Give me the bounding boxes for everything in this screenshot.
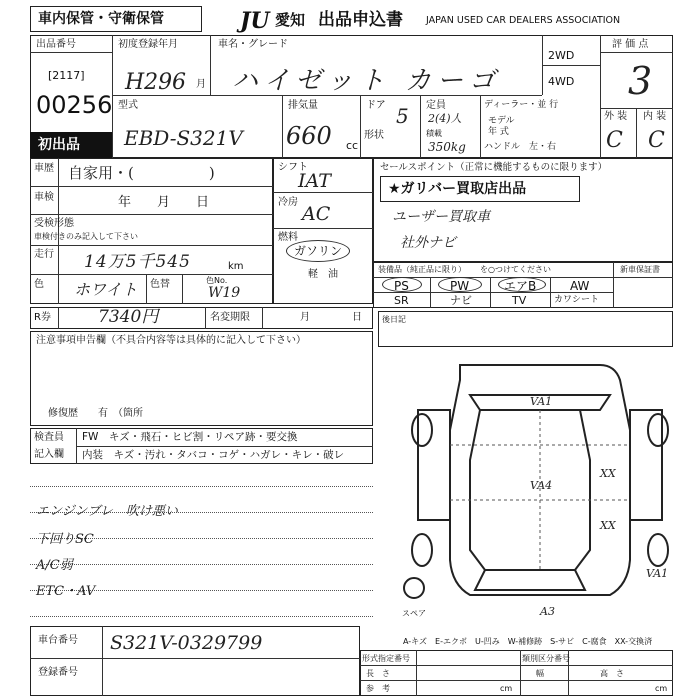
load-label: 積載 bbox=[426, 129, 442, 138]
selling-banner: ★ガリバー買取店出品 bbox=[388, 181, 527, 197]
damage-va1-side: VA1 bbox=[646, 567, 669, 580]
equip-ps: PS bbox=[394, 279, 409, 293]
spare-label: スペア bbox=[402, 609, 426, 618]
displacement-label: 排気量 bbox=[288, 100, 318, 111]
circle-ps bbox=[382, 277, 422, 292]
first-reg-label: 初度登録年月 bbox=[118, 39, 178, 50]
notes-label: 注意事項申告欄（不具合内容等は具体的に記入して下さい） bbox=[36, 335, 306, 346]
load-value: 350kg bbox=[428, 140, 466, 154]
association-name: JAPAN USED CAR DEALERS ASSOCIATION bbox=[426, 15, 621, 26]
color-no-label: 色No. bbox=[206, 276, 228, 285]
memo-line-1: エンジンブレ 吹け悪い bbox=[36, 504, 178, 519]
damage-xx-2: XX bbox=[600, 519, 616, 532]
mileage-label: 走行 bbox=[34, 249, 54, 260]
height-label: 高 さ bbox=[600, 669, 624, 678]
capacity-label: 定員 bbox=[426, 100, 446, 111]
first-reg-unit: 月 bbox=[196, 79, 206, 90]
aichi-label: 愛知 bbox=[275, 11, 306, 29]
reg-no-label: 登録番号 bbox=[38, 667, 78, 678]
equip-navi: ナビ bbox=[450, 294, 472, 307]
cm-unit-2: cm bbox=[655, 684, 668, 693]
first-reg-month: 6 bbox=[172, 70, 186, 95]
name-change-day: 日 bbox=[352, 312, 362, 323]
color-change-label: 色替 bbox=[150, 279, 170, 290]
color-label: 色 bbox=[34, 279, 44, 290]
model-year-label: モデル bbox=[488, 116, 515, 126]
doors-value: 5 bbox=[396, 104, 409, 128]
car-name: ハイゼット カーゴ bbox=[232, 66, 501, 96]
memo-line-3: A/C弱 bbox=[36, 558, 73, 573]
rating-value: 3 bbox=[628, 59, 653, 103]
equip-seat: カワシート bbox=[554, 295, 600, 305]
four-wd-label: 4WD bbox=[548, 75, 575, 88]
form-title: 出品申込書 bbox=[318, 10, 403, 30]
lot-no-label: 出品番号 bbox=[36, 39, 76, 50]
equip-tv: TV bbox=[512, 294, 527, 307]
capacity-value: 2(4)人 bbox=[428, 112, 462, 125]
two-wd-label: 2WD bbox=[548, 49, 575, 62]
wheel-front-right bbox=[648, 414, 668, 446]
color-no-value: W19 bbox=[208, 285, 241, 301]
chassis-no-value: S321V-0329799 bbox=[110, 632, 263, 654]
mileage-value: 14万5千545 bbox=[84, 252, 191, 272]
class-no-label: 類別区分番号 bbox=[522, 654, 570, 663]
light-oil-label: 軽 油 bbox=[308, 269, 338, 280]
equip-sr: SR bbox=[394, 294, 409, 307]
km-unit: km bbox=[228, 261, 244, 272]
equip-pw: PW bbox=[450, 279, 470, 293]
first-listing-badge: 初出品 bbox=[30, 132, 112, 158]
equipment-hint: を○つけてください bbox=[480, 265, 551, 274]
model-year-label-2: 年 式 bbox=[488, 127, 509, 137]
form-reg-label: 形式指定番号 bbox=[362, 654, 410, 663]
shape-label: 形状 bbox=[364, 130, 384, 141]
interior-label: 内 装 bbox=[643, 111, 667, 122]
width-label: 幅 bbox=[536, 669, 544, 678]
inspector-label: 検査員 bbox=[34, 432, 64, 443]
cc-unit: cc bbox=[346, 139, 359, 152]
r-ticket-value: 7340円 bbox=[98, 307, 159, 327]
dealer-label: ディーラー・並 行 bbox=[484, 100, 559, 110]
r-ticket-label: R券 bbox=[34, 312, 51, 323]
cooling-label: 冷房 bbox=[278, 197, 298, 208]
vehicle-type-value: 自家用・( ) bbox=[68, 164, 215, 182]
chassis-no-label: 車台番号 bbox=[38, 635, 78, 646]
vehicle-type-label: 車歴 bbox=[34, 163, 54, 174]
spare-tire bbox=[404, 578, 424, 598]
ref-label: 参 考 bbox=[366, 684, 390, 693]
damage-va4: VA4 bbox=[530, 479, 553, 492]
wheel-front-left bbox=[412, 414, 432, 446]
entry-label: 記入欄 bbox=[34, 449, 64, 460]
storage-tag: 車内保管・守衛保管 bbox=[38, 11, 164, 27]
damage-legend: A-キズ E-エクボ U-凹み W-補修跡 S-サビ C-腐食 XX-交換済 bbox=[403, 637, 653, 646]
circle-pw bbox=[438, 277, 482, 292]
cm-unit-1: cm bbox=[500, 684, 513, 693]
repair-history-label: 修復歴 有 （箇所 bbox=[48, 408, 143, 419]
rating-label: 評 価 点 bbox=[612, 39, 649, 50]
fw-row: FW キズ・飛石・ヒビ割・リペア跡・要交換 bbox=[82, 431, 298, 443]
cooling-value: AC bbox=[302, 203, 331, 225]
rear-note-label: 後日記 bbox=[382, 315, 406, 324]
color-value: ホワイト bbox=[74, 280, 138, 299]
wheel-rear-right bbox=[648, 534, 668, 566]
fuel-value: ガソリン bbox=[294, 244, 343, 258]
lot-small: [2117] bbox=[48, 69, 85, 82]
car-left-side bbox=[418, 410, 450, 520]
r-ticket-block bbox=[30, 307, 373, 329]
model-code-label: 型式 bbox=[118, 100, 138, 111]
rear-note-block bbox=[378, 311, 673, 347]
sp-note-2: 社外ナビ bbox=[400, 235, 456, 251]
car-rear-door bbox=[475, 570, 585, 590]
lot-number: 00256 bbox=[36, 91, 113, 119]
wheel-rear-left bbox=[412, 534, 432, 566]
ju-logo: JU bbox=[240, 8, 270, 34]
inspection-date: 年 月 日 bbox=[118, 195, 210, 210]
inspection-note: 車検付きのみ記入して下さい bbox=[34, 232, 138, 241]
damage-a3: A3 bbox=[540, 605, 555, 618]
inspection-form-label: 受検形態 bbox=[34, 218, 74, 229]
handle-label: ハンドル 左・右 bbox=[484, 142, 557, 152]
name-change-month: 月 bbox=[300, 312, 310, 323]
car-damage-diagram bbox=[400, 350, 680, 635]
name-change-label: 名変期限 bbox=[210, 312, 250, 323]
damage-xx-1: XX bbox=[600, 467, 616, 480]
new-warranty-label: 新車保証書 bbox=[620, 265, 660, 274]
memo-line-4: ETC・AV bbox=[36, 584, 96, 599]
interior-row: 内装 キズ・汚れ・タバコ・コゲ・ハガレ・キレ・破レ bbox=[82, 449, 345, 461]
model-code: EBD-S321V bbox=[124, 126, 243, 150]
doors-label: ドア bbox=[366, 100, 386, 111]
memo-line-2: 下回りSC bbox=[36, 532, 94, 547]
exterior-label: 外 装 bbox=[604, 111, 628, 122]
selling-points-label: セールスポイント（正常に機能するものに限ります） bbox=[380, 162, 608, 173]
equip-airbag: エアB bbox=[504, 279, 537, 293]
damage-va1-top: VA1 bbox=[530, 395, 553, 408]
first-reg-year: H29 bbox=[125, 70, 173, 95]
displacement-value: 660 bbox=[286, 122, 332, 150]
equipment-label: 装備品（純正品に限り） bbox=[378, 265, 466, 274]
circle-airbag bbox=[498, 277, 546, 292]
length-label: 長 さ bbox=[366, 669, 390, 678]
shift-value: IAT bbox=[298, 170, 331, 192]
sp-note-1: ユーザー買取車 bbox=[392, 209, 490, 225]
equip-aw: AW bbox=[570, 279, 590, 293]
shift-label: シフト bbox=[278, 162, 308, 173]
inspection-label: 車検 bbox=[34, 192, 54, 203]
model-grade-label: 車名・グレード bbox=[218, 39, 288, 50]
exterior-grade: C bbox=[606, 128, 623, 153]
fuel-label: 燃料 bbox=[278, 232, 298, 243]
interior-grade: C bbox=[648, 128, 665, 153]
car-right-side bbox=[630, 410, 662, 520]
